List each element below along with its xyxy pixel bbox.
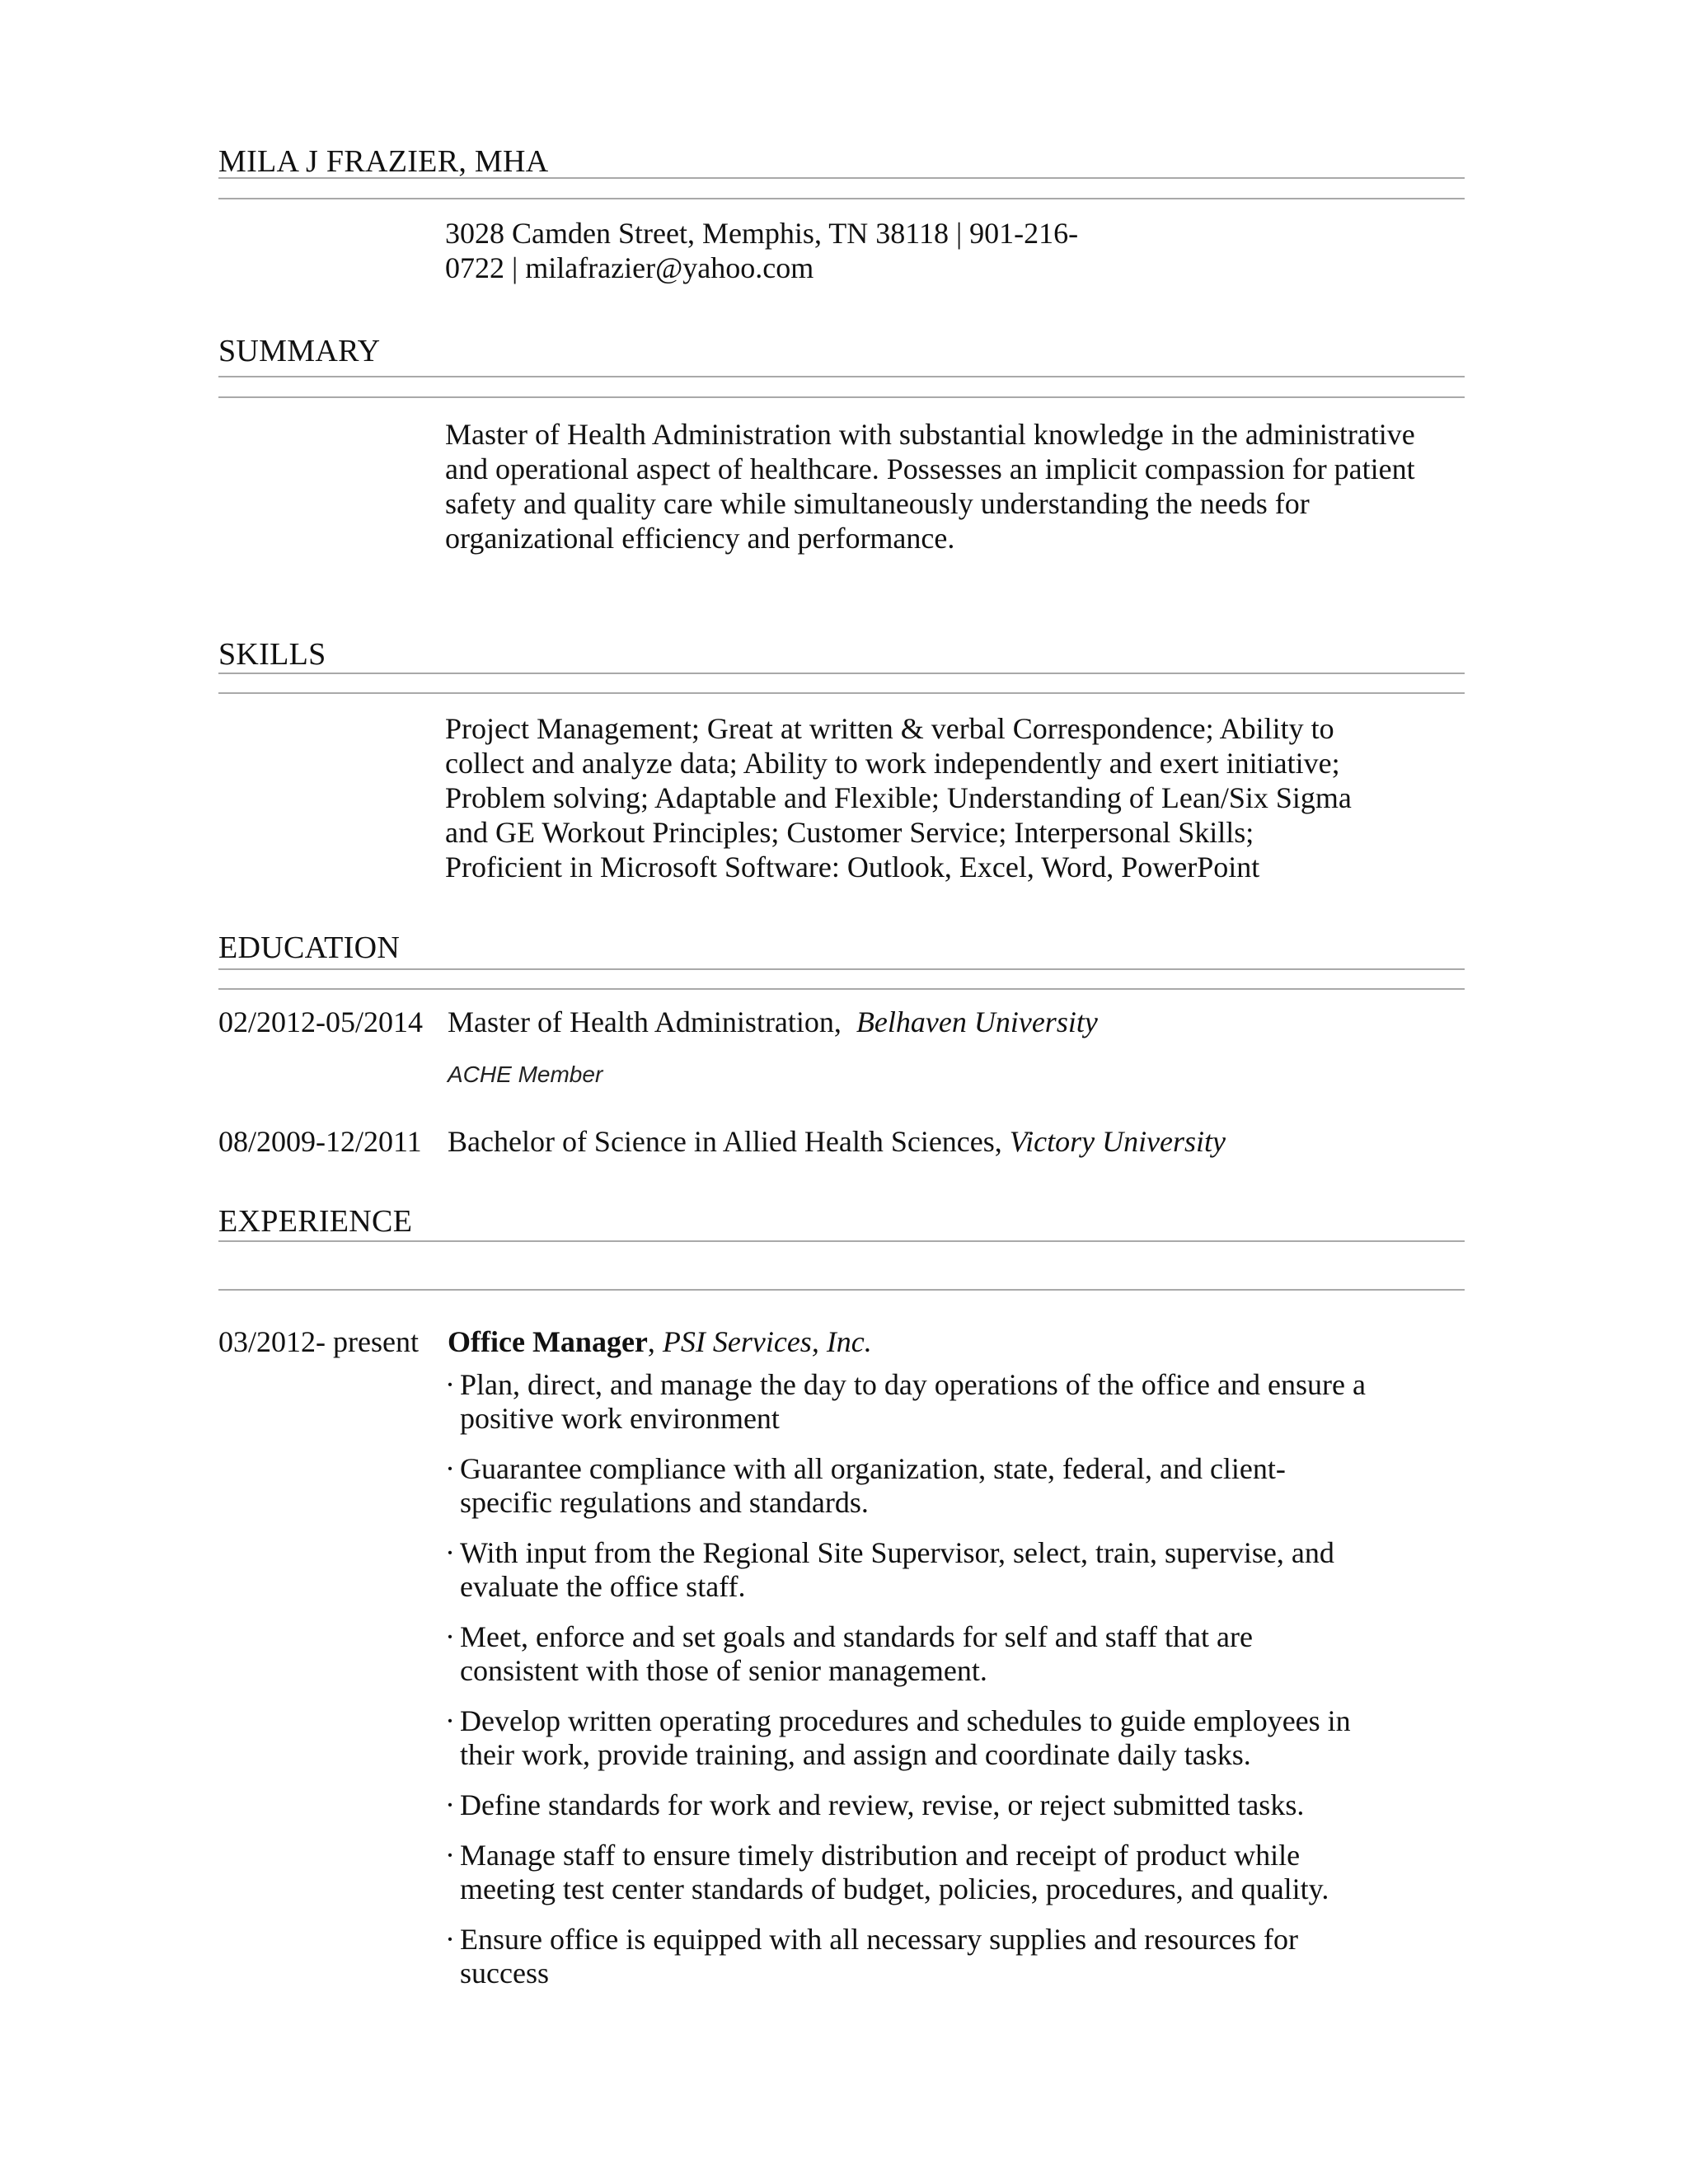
rule xyxy=(218,1240,1465,1242)
bullet-line: consistent with those of senior management. xyxy=(460,1654,987,1687)
bullet-marker: · xyxy=(445,1452,455,1485)
education-dates: 02/2012-05/2014 xyxy=(218,1005,423,1038)
bullet-line: success xyxy=(460,1957,549,1990)
bullet-line: Define standards for work and review, revise, or reject submitted tasks. xyxy=(460,1788,1305,1821)
contact-line: 0722 | milafrazier@yahoo.com xyxy=(445,251,814,284)
rule xyxy=(218,376,1465,377)
section-heading-experience: EXPERIENCE xyxy=(218,1204,413,1239)
resume-name: MILA J FRAZIER, MHA xyxy=(218,144,549,179)
bullet-line: positive work environment xyxy=(460,1402,780,1435)
bullet-line: Develop written operating procedures and schedules to guide employees in xyxy=(460,1704,1351,1737)
education-note: ACHE Member xyxy=(448,1062,603,1087)
skills-line: and GE Workout Principles; Customer Service; Interpersonal Skills; xyxy=(445,816,1254,849)
bullet-line: their work, provide training, and assign and coordinate daily tasks. xyxy=(460,1738,1251,1771)
education-entry xyxy=(448,1124,1226,1159)
job-title: Office Manager xyxy=(448,1325,648,1358)
summary-line: Master of Health Administration with substantial knowledge in the administrative xyxy=(445,418,1415,451)
list-item xyxy=(445,1923,1434,1990)
list-item xyxy=(445,1368,1434,1436)
rule xyxy=(218,673,1465,674)
bullet-marker: · xyxy=(445,1536,455,1569)
summary-line: safety and quality care while simultaneously understanding the needs for xyxy=(445,487,1310,520)
contact-line: 3028 Camden Street, Memphis, TN 38118 | 901-216- xyxy=(445,217,1079,250)
section-heading-summary: SUMMARY xyxy=(218,334,381,368)
list-item xyxy=(445,1620,1434,1688)
list-item xyxy=(445,1452,1434,1520)
rule xyxy=(218,692,1465,694)
list-item xyxy=(445,1839,1434,1906)
degree: Master of Health Administration, xyxy=(448,1005,842,1038)
experience-dates: 03/2012- present xyxy=(218,1325,419,1358)
company: PSI Services, Inc. xyxy=(662,1325,872,1358)
section-heading-education: EDUCATION xyxy=(218,930,401,965)
bullet-line: specific regulations and standards. xyxy=(460,1486,869,1519)
list-item xyxy=(445,1536,1434,1604)
rule xyxy=(218,988,1465,990)
bullet-line: With input from the Regional Site Supervisor, select, train, supervise, and xyxy=(460,1536,1334,1569)
bullet-marker: · xyxy=(445,1788,455,1821)
skills-line: Project Management; Great at written & verbal Correspondence; Ability to xyxy=(445,712,1334,745)
bullet-marker: · xyxy=(445,1839,455,1872)
bullet-line: meeting test center standards of budget, policies, procedures, and quality. xyxy=(460,1872,1329,1905)
experience-bullets xyxy=(445,1368,1434,2007)
rule xyxy=(218,1289,1465,1291)
rule xyxy=(218,177,1465,179)
school: Victory University xyxy=(1009,1125,1226,1158)
degree: Bachelor of Science in Allied Health Sciences, xyxy=(448,1125,1002,1158)
experience-entry: Office Manager, PSI Services, Inc. xyxy=(448,1325,872,1358)
list-item xyxy=(445,1704,1434,1772)
bullet-marker: · xyxy=(445,1923,455,1956)
contact-info xyxy=(445,216,1467,285)
rule xyxy=(218,968,1465,970)
skills-text xyxy=(445,711,1467,884)
rule xyxy=(218,198,1465,199)
bullet-line: Guarantee compliance with all organization, state, federal, and client- xyxy=(460,1452,1286,1485)
bullet-line: Manage staff to ensure timely distribution and receipt of product while xyxy=(460,1839,1301,1872)
skills-line: Proficient in Microsoft Software: Outlook, Excel, Word, PowerPoint xyxy=(445,851,1260,883)
education-dates: 08/2009-12/2011 xyxy=(218,1125,422,1158)
summary-line: organizational efficiency and performance. xyxy=(445,522,955,555)
skills-line: collect and analyze data; Ability to work independently and exert initiative; xyxy=(445,747,1340,780)
education-entry xyxy=(448,1005,1098,1039)
bullet-line: Plan, direct, and manage the day to day operations of the office and ensure a xyxy=(460,1368,1366,1401)
list-item xyxy=(445,1788,1434,1822)
bullet-marker: · xyxy=(445,1368,455,1401)
rule xyxy=(218,396,1465,398)
bullet-line: Ensure office is equipped with all necessary supplies and resources for xyxy=(460,1923,1299,1956)
skills-line: Problem solving; Adaptable and Flexible; Understanding of Lean/Six Sigma xyxy=(445,781,1352,814)
bullet-marker: · xyxy=(445,1620,455,1653)
summary-text xyxy=(445,417,1467,555)
summary-line: and operational aspect of healthcare. Possesses an implicit compassion for patient xyxy=(445,452,1415,485)
school: Belhaven University xyxy=(856,1005,1098,1038)
bullet-line: Meet, enforce and set goals and standards for self and staff that are xyxy=(460,1620,1253,1653)
bullet-marker: · xyxy=(445,1704,455,1737)
bullet-line: evaluate the office staff. xyxy=(460,1570,746,1603)
section-heading-skills: SKILLS xyxy=(218,637,326,672)
